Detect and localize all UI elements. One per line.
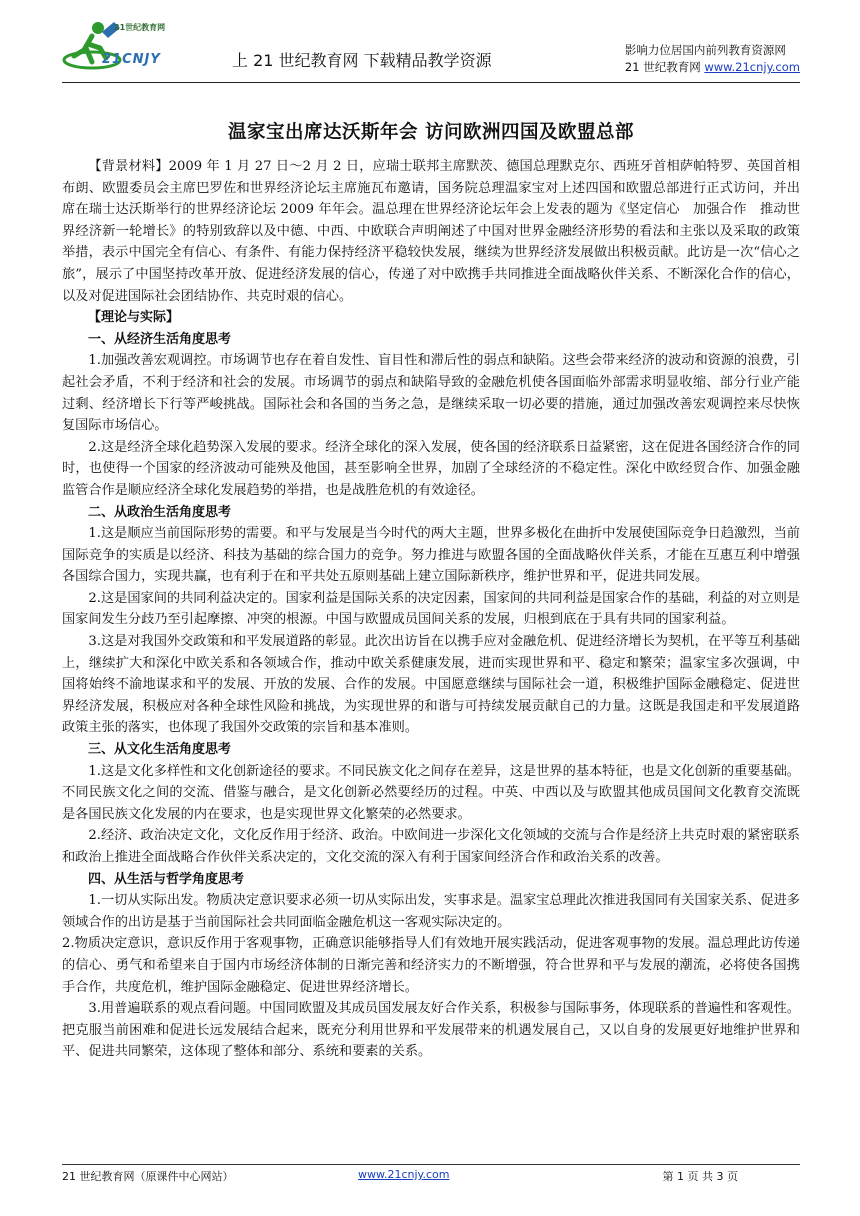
page-footer (62, 1168, 800, 1186)
runner-icon (62, 18, 122, 76)
logo-text-cn: 21世纪教育网 (114, 23, 166, 32)
site-logo[interactable] (62, 18, 192, 76)
article-body (62, 156, 800, 1063)
footer-site-link[interactable]: www.21cnjy.com (358, 1168, 450, 1181)
section-heading-political: 二、从政治生活角度思考 (88, 504, 232, 520)
paragraph-philosophy-1: 1.一切从实际出发。物质决定意识要求必须一切从实际出发，实事求是。温家宝总理此次推进我国同有关国家关系、促进多领域合作的出访是基于当前国际社会共同面临金融危机这一客观实际决定的。 (62, 893, 800, 930)
paragraph-philosophy-2: 2.物质决定意识，意识反作用于客观事物，正确意识能够指导人们有效地开展实践活动，促进客观事物的发展。温总理此访传递的信心、勇气和希望来自于国内市场经济体制的日渐完善和经济实力的不断增强，符合世界和平与发展的潮流，必将使各国携手合作，共度危机，维护国际金融稳定、促进世界经济增长。 (62, 936, 800, 995)
paragraph-economic-2: 2.这是经济全球化趋势深入发展的要求。经济全球化的深入发展，使各国的经济联系日益紧密，这在促进各国经济合作的同时，也使得一个国家的经济波动可能殃及他国，甚至影响全世界，加剧了全球经济的不稳定性。深化中欧经贸合作、加强金融监管合作是顺应经济全球化发展趋势的举措，也是战胜危机的有效途径。 (62, 439, 800, 498)
page-title: 温家宝出席达沃斯年会 访问欧洲四国及欧盟总部 (228, 122, 634, 143)
paragraph-economic-1: 1.加强改善宏观调控。市场调节也存在着自发性、盲目性和滞后性的弱点和缺陷。这些会带来经济的波动和资源的浪费，引起社会矛盾，不利于经济和社会的发展。市场调节的弱点和缺陷导致的金融危机使各国面临外部需求明显收缩、部分行业产能过剩、经济增长下行等严峻挑战。国际社会和各国的当务之急，是继续采取一切必要的措施，通过加强改善宏观调控来尽快恢复国际市场信心。 (62, 353, 800, 434)
paragraph-political-3: 3.这是对我国外交政策和和平发展道路的彰显。此次出访旨在以携手应对金融危机、促进经济增长为契机，在平等互利基础上，继续扩大和深化中欧关系和各领域合作，推动中欧关系健康发展，进而实现世界和平、稳定和繁荣；温家宝多次强调，中国将始终不渝地谋求和平的发展、开放的发展、合作的发展。中国愿意继续与国际社会一道，积极维护国际金融稳定、促进世界经济发展，积极应对各种全球性风险和挑战，为实现世界的和谐与可持续发展贡献自己的力量。这既是我国走和平发展道路政策主张的落实，也体现了我国外交政策的宗旨和基本准则。 (62, 634, 800, 736)
section-heading-cultural: 三、从文化生活角度思考 (88, 742, 232, 758)
paragraph-political-2: 2.这是国家间的共同利益决定的。国家利益是国际关系的决定因素，国家间的共同利益是国家合作的基础，利益的对立则是国家间发生分歧乃至引起摩擦、冲突的根源。中国与欧盟成员国间关系的发展，归根到底在于具有共同的国家利益。 (62, 590, 800, 628)
paragraph-cultural-2: 2.经济、政治决定文化，文化反作用于经济、政治。中欧间进一步深化文化领域的交流与合作是经济上共克时艰的紧密联系和政治上推进全面战略合作伙伴关系决定的，文化交流的深入有利于国家间经济合作和政治关系的改善。 (62, 828, 800, 865)
header-tagline: 影响力位居国内前列教育资源网 (624, 43, 786, 57)
section-heading-economic: 一、从经济生活角度思考 (88, 331, 232, 347)
logo-text-en: 21CNJY (102, 52, 161, 67)
header-slogan: 上 21 世纪教育网 下载精品教学资源 (232, 51, 492, 70)
header-right-info (625, 42, 800, 76)
header-site-link[interactable]: www.21cnjy.com (704, 60, 800, 74)
background-paragraph: 【背景材料】2009 年 1 月 27 日～2 月 2 日，应瑞士联邦主席默茨、德国总理默克尔、西班牙首相萨帕特罗、英国首相布朗、欧盟委员会主席巴罗佐和世界经济论坛主席施瓦布邀请，国务院总理温家宝对上述四国和欧盟总部进行正式访问，并出席在瑞士达沃斯举行的世界经济论坛 2009 年年会。温总理在世界经济论坛年会上发表的题为《坚定信心 加强合作 推动世界经济新一轮增长》的特别致辞以及中德、中西、中欧联合声明阐述了中国对世界金融经济形势的看法和主张以及采取的政策举措，表示中国完全有信心、有条件、有能力保持经济平稳较快发展，继续为世界经济发展做出积极贡献。此访是一次“信心之旅”，展示了中国坚持改革开放、促进经济发展的信心，传递了对中欧携手共同推进全面战略伙伴关系、不断深化合作的信心，以及对促进国际社会团结协作、共克时艰的信心。 (62, 159, 800, 304)
section-heading-philosophy: 四、从生活与哲学角度思考 (88, 871, 245, 887)
page-header (62, 18, 800, 80)
paragraph-philosophy-3: 3.用普遍联系的观点看问题。中国同欧盟及其成员国发展友好合作关系，积极参与国际事务，体现联系的普遍性和客观性。把克服当前困难和促进长远发展结合起来，既充分利用世界和平发展带来的机遇发展自己，又以自身的发展更好地维护世界和平、促进共同繁荣，这体现了整体和部分、系统和要素的关系。 (62, 1001, 800, 1060)
footer-site-name: 21 世纪教育网（原课件中心网站） (62, 1170, 234, 1183)
paragraph-political-1: 1.这是顺应当前国际形势的需要。和平与发展是当今时代的两大主题，世界多极化在曲折中发展使国际竞争日趋激烈，当前国际竞争的实质是以经济、科技为基础的综合国力的竞争。努力推进与欧盟各国的全面战略伙伴关系，才能在互惠互利中增强各国综合国力，实现共赢，也有利于在和平共处五原则基础上建立国际新秩序，维护世界和平，促进共同发展。 (62, 526, 800, 585)
footer-page-number: 第 1 页 共 3 页 (662, 1170, 738, 1183)
section-heading-theory: 【理论与实际】 (88, 310, 180, 326)
header-site-line (625, 59, 800, 76)
paragraph-cultural-1: 1.这是文化多样性和文化创新途径的要求。不同民族文化之间存在差异，这是世界的基本特征，也是文化创新的重要基础。不同民族文化之间的交流、借鉴与融合，是文化创新必然要经历的过程。中英、中西以及与欧盟其他成员国间文化教育交流既是各国民族文化发展的内在要求，也是实现世界文化繁荣的必然要求。 (62, 763, 800, 822)
header-divider (62, 82, 800, 83)
header-site-name: 21 世纪教育网 (624, 60, 701, 74)
footer-divider (62, 1164, 800, 1165)
